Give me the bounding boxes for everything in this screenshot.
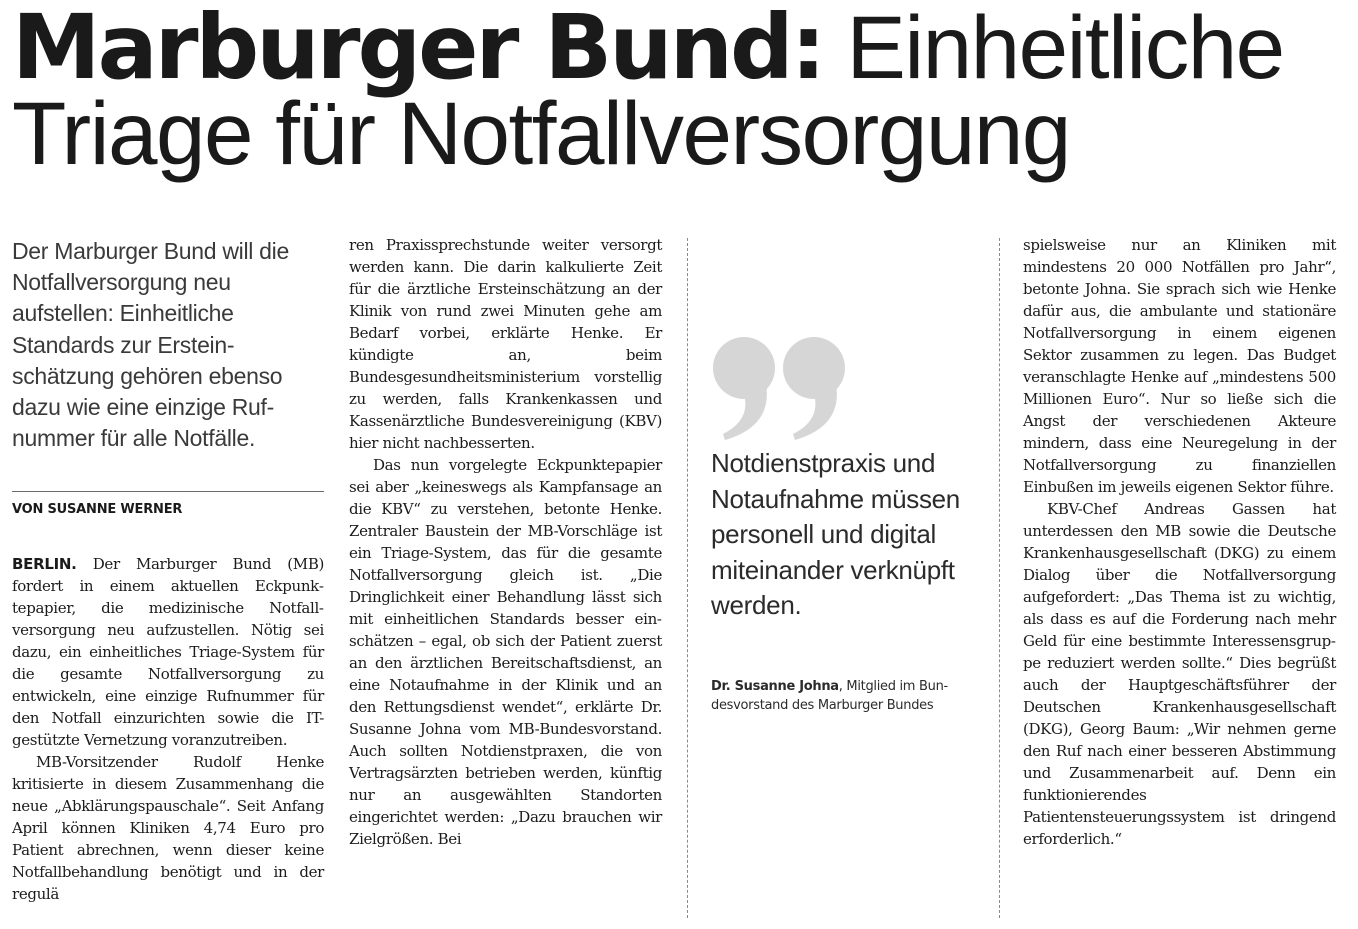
column-1 [12,234,324,905]
body-paragraph [12,553,324,751]
body-paragraph-text: Der Marburger Bund (MB) fordert in einem aktuellen Eckpunktepapier, die medizinische Notfallversorgung neu aufzustellen. Nötig sei dazu, ein einheitliches Triage-System für die gesamte Notfallversorgung zu entwickeln, eine einzige Rufnummer für den Notfall einzurichten sowie die IT-gestützte Vernetzung voranzutreiben. [12,555,324,750]
pull-quote: Notdienstpraxis und Notaufnahme müssen personell und digital miteinander verknüpft werden. [711,448,960,620]
column-4 [1023,234,1336,850]
body-paragraph: MB-Vorsitzender Rudolf Henke kritisierte in diesem Zusammenhang die neue „Abklärungspauschale“. Seit Anfang April können Kliniken 4,74 Euro pro Patient abrechnen, wenn dieser keine Notfallbehandlung benötigt und in der regulä [12,753,324,904]
body-text-column-4 [1023,234,1336,850]
headline-kicker: Marburger Bund: [12,0,824,99]
byline: VON SUSANNE WERNER [12,502,183,518]
body-text-column-1 [12,553,324,905]
column-divider [999,238,1000,918]
body-paragraph: ren Praxissprechstunde weiter versorgt werden kann. Die darin kalkulierte Zeit für die ärztliche Ersteinschätzung an der Klinik von rund zwei Minuten gehe am Bedarf vorbei, erklärte Henke. Er kündigte an, beim Bundesgesundheitsministerium vorstellig zu werden, falls Krankenkassen und Kassenärztliche Bundesvereinigung (KBV) hier nicht nachbesserten. [349,236,662,452]
body-paragraph: Das nun vorgelegte Eckpunktepapier sei aber „keineswegs als Kampfansage an die KBV“ zu verstehen, betonte Henke. Zentraler Baustein der MB-Vorschläge ist ein Triage-System, das für die gesamte Notfallversorgung gleich ist. „Die Dringlichkeit einer Behandlung lässt sich mit einheitlichen Standards besser einschätzen – egal, ob sich der Patient zuerst an den ärztlichen Bereitschaftsdienst, an eine Notaufnahme in der Klinik und an den Rettungsdienst wendet“, erklärte Dr. Susanne Johna vom MB-Bundesvorstand. Auch sollten Notdienstpraxen, die von Vertragsärzten betrieben werden, künftig nur an ausgewählten Standorten eingerichtet werden: „Dazu brauchen wir Zielgrößen. Bei [349,456,662,848]
pull-quote-attribution [711,677,976,715]
body-paragraph: spielsweise nur an Kliniken mit mindestens 20 000 Notfällen pro Jahr“, betonte Johna. Sie sprach sich wie Henke dafür aus, die ambulante und stationäre Notfallversorgung in einem eigenen Sektor zusammen zu legen. Das Budget veranschlagte Henke auf „mindestens 500 Millionen Euro“. Nur so ließe sich die Angst der verschiedenen Akteure mindern, dass eine Neuregelung in der Notfallversorgung zu finanziellen Einbußen im jeweils eigenen Sektor führe. [1023,236,1336,496]
quote-author-role: , Mitglied im Bundesvorstand des Marburger Bundes [711,679,949,713]
body-text-column-2 [349,234,662,850]
column-divider [687,238,688,918]
headline [12,0,1352,183]
body-paragraph: KBV-Chef Andreas Gassen hat unterdessen den MB sowie die Deutsche Krankenhausgesellschaft (DKG) zu einem Dialog über die Notfallversorgung aufgefordert: „Das Thema ist zu wichtig, als dass es auf die Forderung nach mehr Geld für eine bestimmte Interessensgruppe reduziert werden sollte.“ Dies begrüßt auch der Hauptgeschäftsführer der Deutschen Krankenhausgesellschaft (DKG), Georg Baum: „Wir nehmen gerne den Ruf nach einer besseren Abstimmung und Zusammenarbeit auf. Denn ein funktionierendes Patientensteuerungssystem ist dringend erforderlich.“ [1023,500,1336,848]
quotation-mark-icon [711,334,851,444]
dateline: BERLIN. [12,555,77,574]
headline-title: Einheitliche Triage für Notfallversorgung [12,0,1284,183]
column-2 [349,234,662,850]
lead-paragraph: Der Marburger Bund will die Notfallversorgung neu aufstellen: Einheitliche Standards zur Ersteinschätzung gehören ebenso dazu wie eine einzige Rufnummer für alle Notfälle. [12,238,289,452]
byline-divider [12,491,324,492]
quote-author: Dr. Susanne Johna [711,679,839,694]
